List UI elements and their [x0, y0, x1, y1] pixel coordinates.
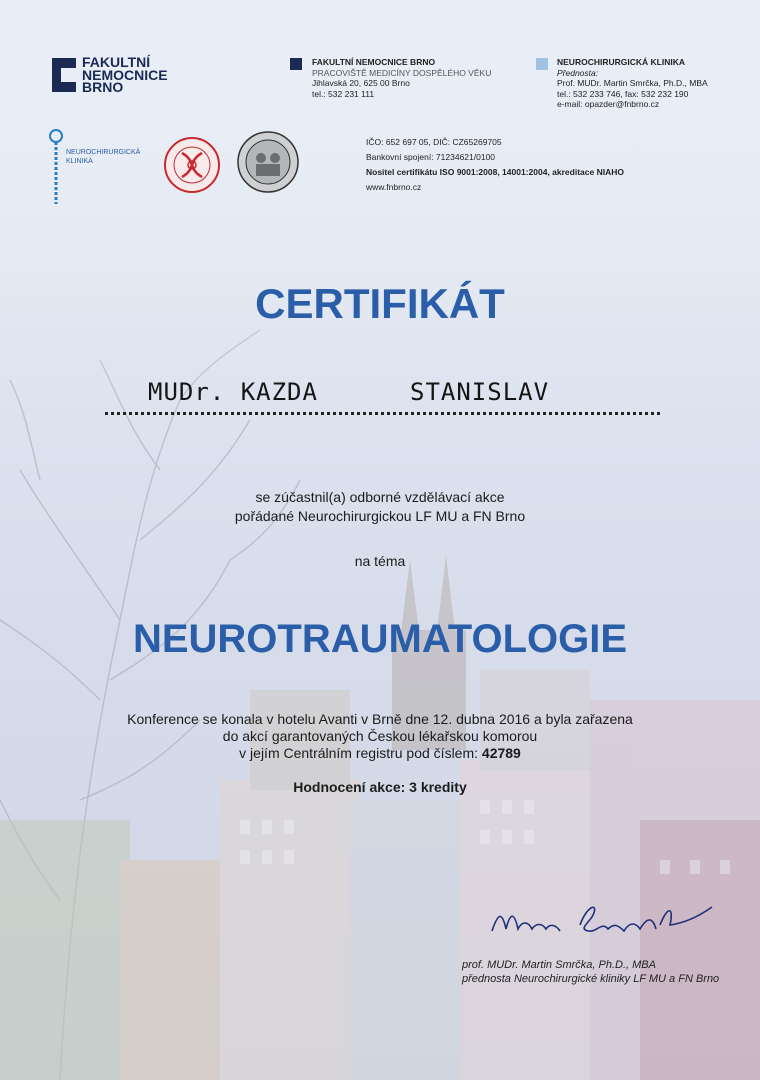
hospital-subtitle: PRACOVIŠTĚ MEDICÍNY DOSPĚLÉHO VĚKU: [312, 67, 492, 78]
spine-icon: [44, 128, 68, 206]
clinic-header: [557, 57, 757, 110]
hospital-title: FAKULTNÍ NEMOCNICE BRNO: [312, 57, 436, 67]
theme-label: na téma: [354, 553, 406, 569]
bank-account: Bankovní spojení: 71234621/0100: [366, 152, 496, 162]
clinic-email: e-mail: opazder@fnbrno.cz: [557, 99, 660, 109]
website: www.fnbrno.cz: [366, 182, 422, 192]
company-id: IČO: 652 697 05, DIČ: CZ65269705: [366, 137, 502, 147]
fn-brno-logo: [52, 56, 202, 96]
clinic-phone: tel.: 532 233 746, fax: 532 232 190: [557, 88, 689, 99]
certificate-title: CERTIFIKÁT: [255, 280, 505, 327]
brand-dark-square: [290, 58, 302, 70]
clinic-title: NEUROCHIRURGICKÁ KLINIKA: [557, 57, 685, 67]
iso-certification: Nositel certifikátu ISO 9001:2008, 14001:2004, akreditace NIAHO: [366, 167, 624, 177]
hospital-phone: tel.: 532 231 111: [312, 88, 375, 99]
participation-line-1: se zúčastnil(a) odborné vzdělávací akce: [255, 489, 505, 505]
faculty-seal-icon: [162, 135, 222, 195]
credit-rating: Hodnocení akce: 3 kredity: [293, 779, 467, 795]
conference-line-3: [0, 744, 760, 762]
signatory: [462, 958, 752, 986]
signatory-position: přednosta Neurochirurgické kliniky LF MU a FN Brno: [462, 973, 720, 985]
logo-line-2: NEMOCNICE: [82, 66, 168, 83]
registration-info: [366, 135, 746, 195]
signatory-name: prof. MUDr. Martin Smrčka, Ph.D., MBA: [462, 959, 656, 971]
brand-light-square: [536, 58, 548, 70]
event-topic: NEUROTRAUMATOLOGIE: [132, 617, 628, 661]
logo-line-1: FAKULTNÍ: [82, 54, 151, 70]
hospital-header: [312, 57, 542, 99]
recipient-surname: MUDr. KAZDA: [148, 378, 318, 406]
clinic-head-name: Prof. MUDr. Martin Smrčka, Ph.D., MBA: [557, 78, 708, 88]
conference-line-2: do akcí garantovaných Českou lékařskou komorou: [222, 728, 538, 744]
hospital-address: Jihlavská 20, 625 00 Brno: [312, 78, 410, 88]
registry-label: v jejím Centrálním registru pod číslem:: [239, 745, 479, 761]
clinic-logo-line-2: KLINIKA: [66, 158, 93, 165]
clinic-logo-text: [66, 148, 140, 166]
recipient-first-name: STANISLAV: [410, 378, 550, 406]
registry-number: 42789: [481, 745, 521, 761]
participation-line-2: pořádané Neurochirurgickou LF MU a FN Brno: [234, 508, 526, 524]
handwritten-signature: [488, 895, 718, 945]
university-seal-icon: [236, 130, 300, 194]
logo-line-3: BRNO: [82, 79, 124, 95]
clinic-head-role: Přednosta:: [557, 67, 599, 78]
conference-line-1: Konference se konala v hotelu Avanti v Brně dne 12. dubna 2016 a byla zařazena: [127, 711, 633, 727]
fn-brno-logo-text: [82, 56, 168, 94]
clinic-logo-line-1: NEUROCHIRURGICKÁ: [66, 149, 141, 156]
recipient-dotted-line: [105, 412, 660, 415]
